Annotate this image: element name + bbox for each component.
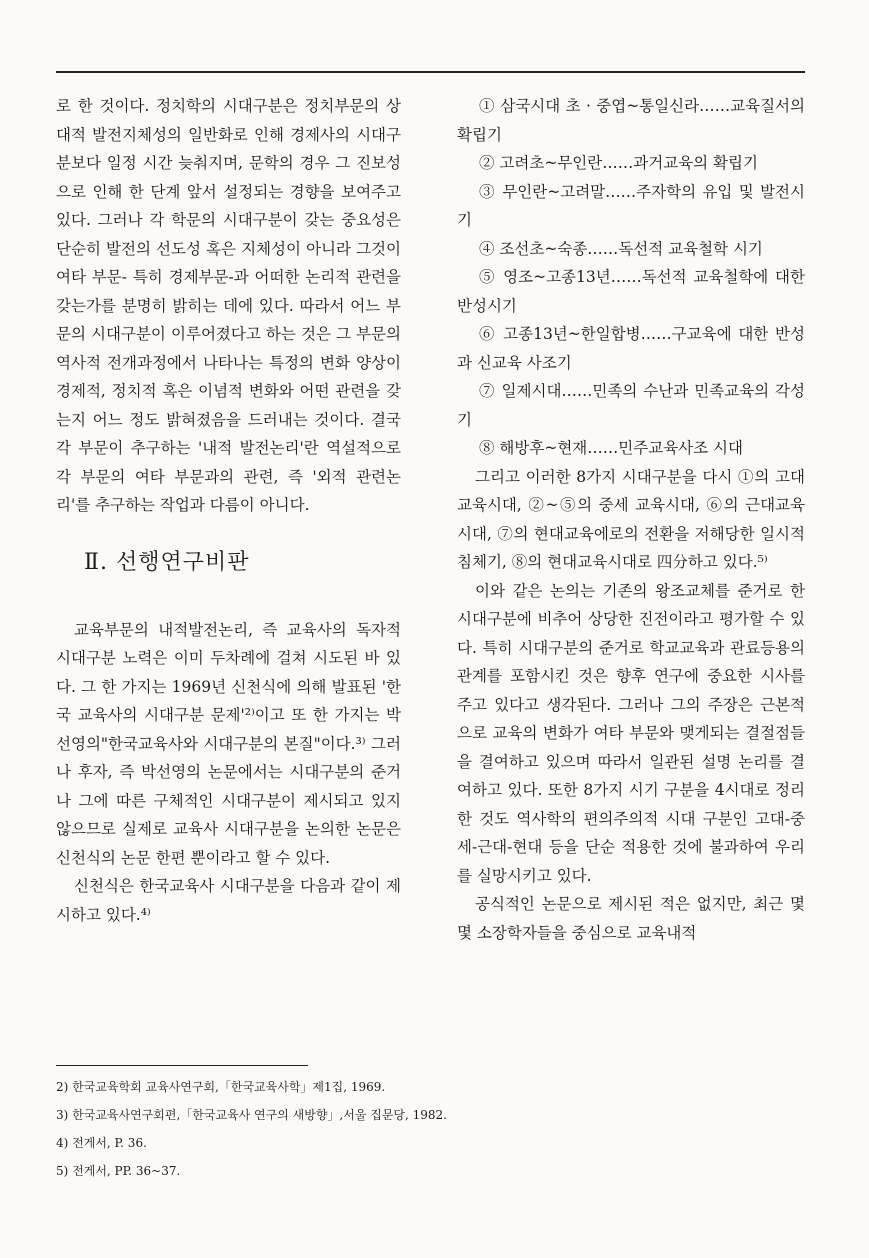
footnote: 5) 전게서, PP. 36~37.: [56, 1164, 181, 1178]
period-item: ③ 무인란~고려말……주자학의 유입 및 발전시기: [457, 182, 805, 229]
right-paragraph-1: 그리고 이러한 8가지 시대구분을 다시 ①의 고대교육시대, ②~⑤의 중세 교육시대, ⑥의 근대교육시대, ⑦의 현대교육에로의 전환을 저해당한 일시적 침체기, ⑧의 현대교육시대로 四分하고 있다.⁵⁾: [457, 467, 805, 571]
top-rule: [56, 71, 805, 73]
footnote-rule: [56, 1065, 308, 1066]
right-paragraph-2: 이와 같은 논의는 기존의 왕조교체를 준거로 한 시대구분에 비추어 상당한 진전이라고 평가할 수 있다. 특히 시대구분의 준거로 학교교육과 관료등용의 관계를 포함시킨 것은 향후 연구에 중요한 시사를 주고 있다고 생각된다. 그러나 그의 주장은 근본적으로 교육의 변화가 여타 부문와 맺게되는 결절점들을 결여하고 있으며 따라서 일관된 설명 논리를 결여하고 있다. 또한 8가지 시기 구분을 4시대로 정리한 것도 역사학의 편의주의적 시대 구분인 고대-중세-근대-현대 등을 단순 적용한 것에 불과하여 우리를 실망시키고 있다.: [457, 581, 805, 885]
left-paragraph-1: 로 한 것이다. 정치학의 시대구분은 정치부문의 상대적 발전지체성의 일반화로 인해 경제사의 시대구분보다 일정 시간 늦춰지며, 문학의 경우 그 진보성으로 인해 한 단계 앞서 설정되는 경향을 보여주고 있다. 그러나 각 학문의 시대구분이 갖는 중요성은 단순히 발전의 선도성 혹은 지체성이 아니라 그것이 여타 부문- 특히 경제부문-과 어떠한 논리적 관련을 갖는가를 분명히 밝히는 데에 있다. 따라서 어느 부문의 시대구분이 이루어졌다고 하는 것은 그 부문의 역사적 전개과정에서 나타나는 특정의 변화 양상이 경제적, 정치적 혹은 이념적 변화와 어떤 관련을 갖는지 어느 정도 밝혀졌음을 드러내는 것이다. 결국 각 부문이 추구하는 '내적 발전논리'란 역설적으로 각 부문의 여타 부문과의 관련, 즉 '외적 관련논리'를 추구하는 작업과 다름이 아니다.: [56, 97, 401, 514]
period-item: ⑤ 영조~고종13년……독선적 교육철학에 대한 반성시기: [457, 268, 805, 315]
section-heading: Ⅱ. 선행연구비판: [84, 549, 250, 575]
right-column: [457, 92, 805, 947]
period-item: ⑧ 해방후~현재……민주교육사조 시대: [479, 439, 743, 457]
period-item: ④ 조선초~숙종……독선적 교육철학 시기: [479, 239, 763, 258]
left-paragraph-3: 신천식은 한국교육사 시대구분을 다음과 같이 제시하고 있다.⁴⁾: [56, 877, 401, 924]
footnote: 4) 전게서, P. 36.: [56, 1136, 147, 1150]
period-item: ① 삼국시대 초 · 중엽~통일신라……교육질서의 확립기: [457, 97, 805, 144]
footnote: 3) 한국교육사연구회편,「한국교육사 연구의 새방향」,서울 집문당, 1982.: [56, 1108, 447, 1122]
right-paragraph-3: 공식적인 논문으로 제시된 적은 없지만, 최근 몇몇 소장학자들을 중심으로 교육내적: [457, 895, 805, 942]
period-item: ⑦ 일제시대……민족의 수난과 민족교육의 각성기: [457, 382, 805, 429]
left-paragraph-2: 교육부문의 내적발전논리, 즉 교육사의 독자적 시대구분 노력은 이미 두차례에 걸쳐 시도된 바 있다. 그 한 가지는 1969년 신천식에 의해 발표된 '한국 교육사의 시대구분 문제'²⁾이고 또 한 가지는 박선영의"한국교육사와 시대구분의 본질"이다.³⁾ 그러나 후자, 즉 박선영의 논문에서는 시대구분의 준거나 그에 따른 구체적인 시대구분이 제시되고 있지 않으므로 실제로 교육사 시대구분을 논의한 논문은 신천식의 논문 한편 뿐이라고 할 수 있다.: [56, 620, 401, 867]
period-item: ② 고려초~무인란……과거교육의 확립기: [479, 154, 758, 172]
period-item: ⑥ 고종13년~한일합병……구교육에 대한 반성과 신교육 사조기: [457, 325, 805, 372]
footnote: 2) 한국교육학회 교육사연구회,「한국교육사학」제1집, 1969.: [56, 1080, 386, 1094]
footnotes: [56, 1073, 801, 1185]
left-column: [56, 92, 401, 929]
